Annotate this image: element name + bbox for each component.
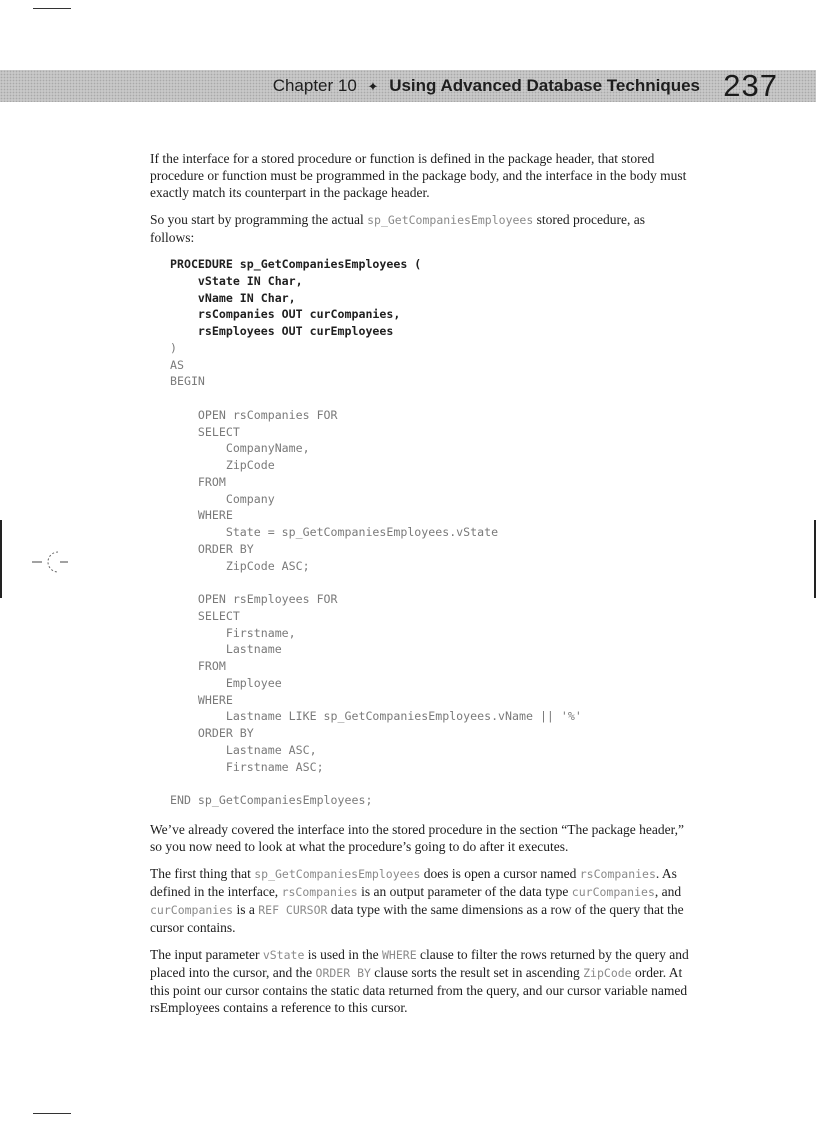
- chapter-label: Chapter 10: [272, 76, 357, 95]
- left-edge-mark: [0, 520, 2, 598]
- text-run: data type with the same dimensions as a row of the query that the cursor contains.: [150, 901, 684, 935]
- text-run: The input parameter: [150, 946, 263, 962]
- page-number: 237: [723, 68, 778, 103]
- inline-code: rsCompanies: [579, 866, 656, 881]
- text-run: , and: [654, 883, 682, 899]
- text-run: is a: [233, 901, 259, 917]
- inline-code: rsCompanies: [281, 884, 358, 899]
- inline-code: WHERE: [382, 947, 417, 962]
- inline-code: curCompanies: [571, 884, 655, 899]
- inline-code: ORDER BY: [315, 965, 371, 980]
- registration-mark-icon: [28, 548, 72, 576]
- text-run: clause sorts the result set in ascending: [370, 964, 584, 980]
- running-header: [273, 75, 700, 97]
- paragraph-interface-covered: We’ve already covered the interface into the stored procedure in the section “The package header,” so you now need to look at what the procedure’s going to do after it executes.: [150, 821, 684, 854]
- paragraph-start-programming: [150, 211, 690, 246]
- page-body: [150, 150, 690, 1026]
- inline-code: curCompanies: [150, 902, 234, 917]
- crop-mark-bottom: [33, 1113, 71, 1114]
- text-run: order. At this point our cursor contains the static data returned from the query, and our cursor variable named rsEmployees contains a reference to this cursor.: [150, 964, 688, 1015]
- diamond-separator-icon: ✦: [367, 79, 379, 94]
- text-run: is used in the: [304, 946, 382, 962]
- text-run: The first thing that: [150, 865, 255, 881]
- text-run: stored procedure, as follows:: [150, 212, 645, 245]
- crop-mark-top: [33, 8, 71, 9]
- inline-code: REF CURSOR: [258, 902, 328, 917]
- text-run: clause to filter the rows returned by the query and placed into the cursor, and the: [150, 946, 689, 980]
- text-run: does is open a cursor named: [420, 865, 580, 881]
- text-run: is an output parameter of the data type: [357, 883, 572, 899]
- code-procedure-body: ) AS BEGIN OPEN rsCompanies FOR SELECT CompanyName, ZipCode FROM Company WHERE State = sp_GetCompaniesEmployees.vState ORDER BY ZipCode ASC; OPEN rsEmployees FOR SELECT Firstname, Lastname FROM Employee WHERE Lastname LIKE sp_GetCompaniesEmployees.vName || '%' ORDER BY Lastname ASC, Firstname ASC; END sp_GetCompaniesEmployees;: [170, 340, 582, 807]
- inline-code: sp_GetCompaniesEmployees: [254, 866, 421, 881]
- inline-code: sp_GetCompaniesEmployees: [367, 213, 534, 227]
- chapter-title: Using Advanced Database Techniques: [389, 76, 700, 95]
- inline-code: vState: [262, 947, 305, 962]
- code-listing: [170, 256, 690, 809]
- code-procedure-header: PROCEDURE sp_GetCompaniesEmployees ( vState IN Char, vName IN Char, rsCompanies OUT curCompanies, rsEmployees OUT curEmployees: [170, 257, 422, 338]
- paragraph-first-thing: [150, 865, 690, 936]
- text-run: So you start by programming the actual: [150, 212, 368, 227]
- inline-code: ZipCode: [583, 965, 632, 980]
- text-run: . As defined in the interface,: [150, 865, 677, 899]
- paragraph-input-parameter: [150, 946, 690, 1016]
- paragraph-interface-rule: If the interface for a stored procedure or function is defined in the package header, that stored procedure or function must be programmed in the package body, and the interface in the body must exactly match its counterpart in the package header.: [150, 151, 687, 200]
